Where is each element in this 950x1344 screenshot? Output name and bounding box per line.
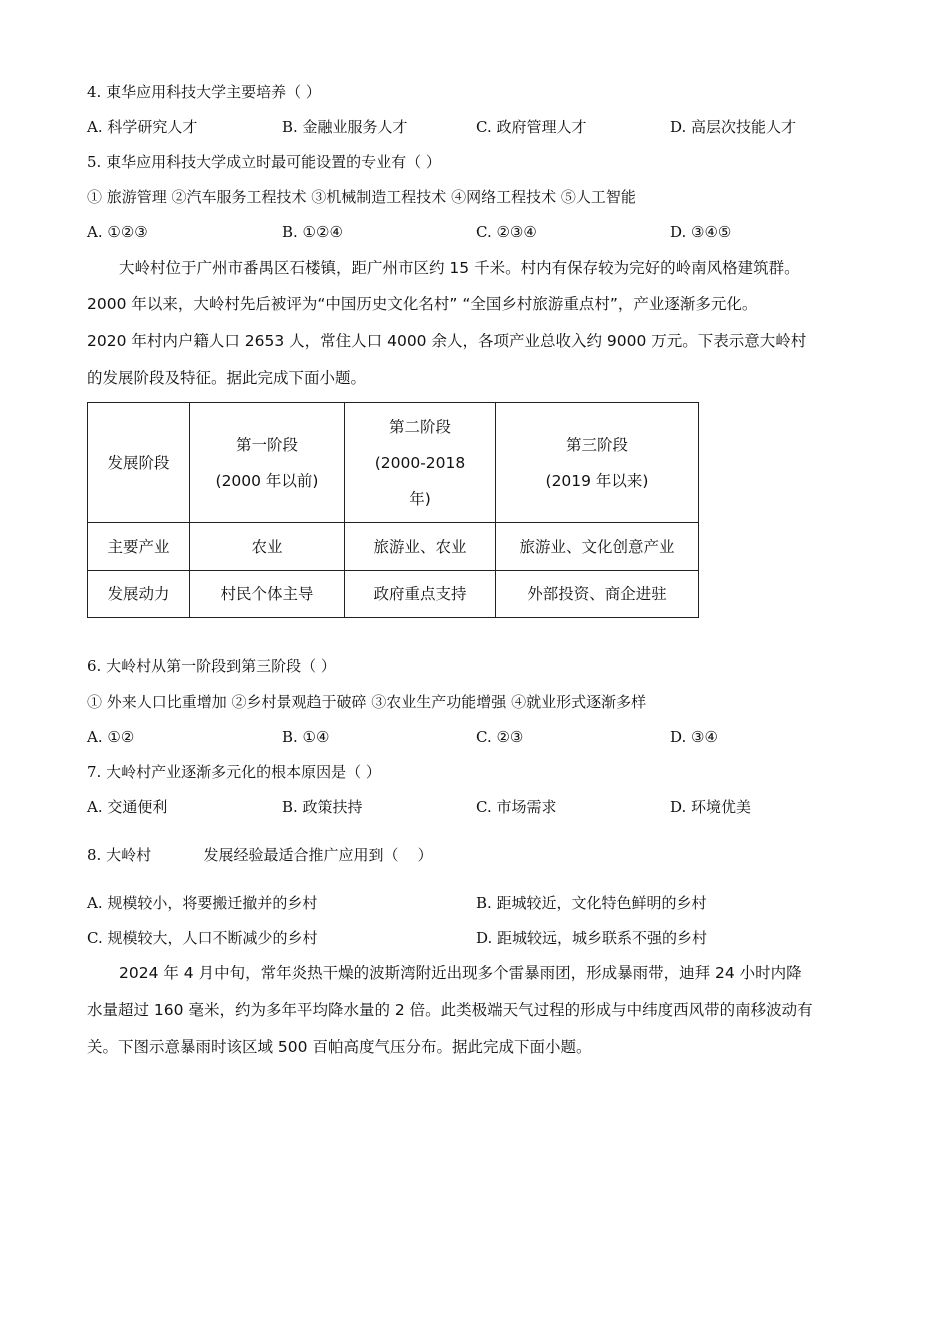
q5-stem: 5. 東华应用科技大学成立时最可能设置的专业有（ ） — [87, 153, 441, 171]
header-line: 第一阶段 — [235, 435, 298, 454]
q5-option-b: B. ①②④ — [282, 223, 343, 241]
table-row — [88, 571, 699, 618]
q7-option-a: A. 交通便利 — [87, 798, 168, 816]
development-stage-table — [87, 402, 699, 618]
header-line: (2019 年以来) — [545, 471, 649, 490]
table-cell: 政府重点支持 — [345, 571, 496, 618]
table-cell: 旅游业、文化创意产业 — [496, 523, 699, 571]
table-cell: 旅游业、农业 — [345, 523, 496, 571]
table-cell: 外部投资、商企进驻 — [496, 571, 699, 618]
q8-option-c: C. 规模较大，人口不断减少的乡村 — [87, 929, 318, 947]
header-line: 第三阶段 — [565, 435, 628, 454]
q4-option-a: A. 科学研究人才 — [87, 118, 198, 136]
passage1-line: 2020 年村内户籍人口 2653 人，常住人口 4000 余人，各项产业总收入约 9000 万元。下表示意大岭村 — [87, 332, 807, 350]
q6-option-d: D. ③④ — [670, 728, 718, 746]
q5-items: ① 旅游管理 ②汽车服务工程技术 ③机械制造工程技术 ④网络工程技术 ⑤人工智能 — [87, 188, 636, 206]
table-cell: 主要产业 — [88, 523, 190, 571]
q6-option-a: A. ①② — [87, 728, 135, 746]
table-header-cell — [496, 403, 699, 523]
q7-option-d: D. 环境优美 — [670, 798, 752, 816]
table-header-cell: 发展阶段 — [88, 403, 190, 523]
passage1-line: 大岭村位于广州市番禺区石楼镇，距广州市区约 15 千米。村内有保存较为完好的岭南风格建筑群。 — [119, 259, 800, 277]
table-cell: 发展动力 — [88, 571, 190, 618]
passage1-line: 的发展阶段及特征。据此完成下面小题。 — [87, 369, 367, 387]
q5-option-d: D. ③④⑤ — [670, 223, 732, 241]
table-cell: 农业 — [190, 523, 345, 571]
table-header-cell — [345, 403, 496, 523]
q4-stem: 4. 東华应用科技大学主要培养（ ） — [87, 83, 321, 101]
q8-option-d: D. 距城较远，城乡联系不强的乡村 — [476, 929, 708, 947]
q6-items: ① 外来人口比重增加 ②乡村景观趋于破碎 ③农业生产功能增强 ④就业形式逐渐多样 — [87, 693, 647, 711]
q8-option-a: A. 规模较小，将要搬迁撤并的乡村 — [87, 894, 318, 912]
q6-option-c: C. ②③ — [476, 728, 524, 746]
header-line: 第二阶段 — [388, 417, 451, 436]
q7-option-c: C. 市场需求 — [476, 798, 557, 816]
table-header-cell — [190, 403, 345, 523]
passage2-line: 水量超过 160 毫米，约为多年平均降水量的 2 倍。此类极端天气过程的形成与中纬度西风带的南移波动有 — [87, 1001, 813, 1019]
q6-option-b: B. ①④ — [282, 728, 330, 746]
header-line: (2000 年以前) — [215, 471, 319, 490]
q4-option-d: D. 高层次技能人才 — [670, 118, 797, 136]
passage1-line: 2000 年以来，大岭村先后被评为“中国历史文化名村” “全国乡村旅游重点村”，产业逐渐多元化。 — [87, 295, 758, 313]
q8-option-b: B. 距城较近，文化特色鲜明的乡村 — [476, 894, 707, 912]
q6-stem: 6. 大岭村从第一阶段到第三阶段（ ） — [87, 657, 336, 675]
q8-stem: 8. 大岭村 发展经验最适合推广应用到（ ） — [87, 846, 433, 864]
q5-option-c: C. ②③④ — [476, 223, 537, 241]
q5-option-a: A. ①②③ — [87, 223, 148, 241]
q4-option-b: B. 金融业服务人才 — [282, 118, 408, 136]
table-row — [88, 523, 699, 571]
q7-option-b: B. 政策扶持 — [282, 798, 363, 816]
q4-option-c: C. 政府管理人才 — [476, 118, 587, 136]
table-cell: 村民个体主导 — [190, 571, 345, 618]
header-line: (2000-2018 — [374, 453, 466, 472]
passage2-line: 关。下图示意暴雨时该区域 500 百帕高度气压分布。据此完成下面小题。 — [87, 1038, 592, 1056]
passage2-line: 2024 年 4 月中旬，常年炎热干燥的波斯湾附近出现多个雷暴雨团，形成暴雨带，迪拜 24 小时内降 — [119, 964, 802, 982]
q7-stem: 7. 大岭村产业逐渐多元化的根本原因是（ ） — [87, 763, 381, 781]
header-line: 年) — [409, 489, 431, 508]
